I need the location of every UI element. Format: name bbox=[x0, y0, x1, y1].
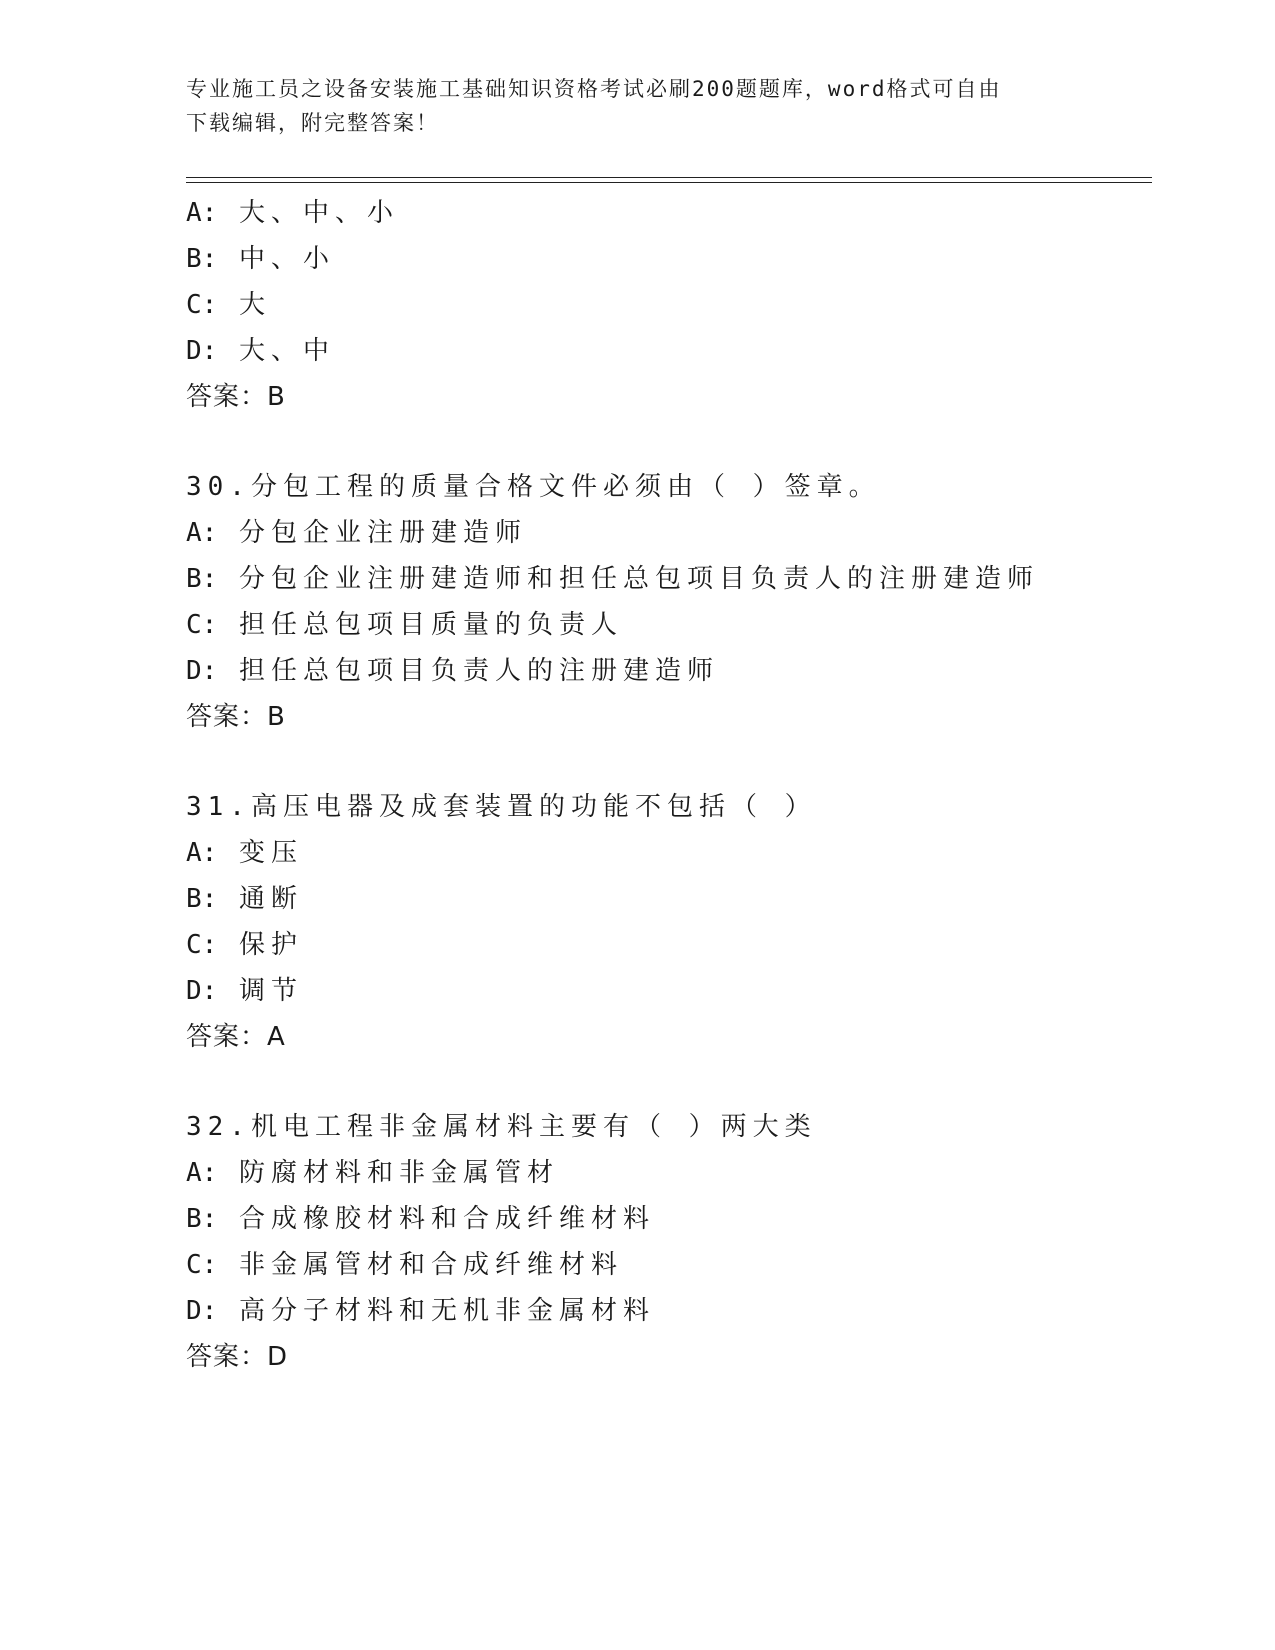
option-b bbox=[186, 236, 1146, 282]
option-text: 调节 bbox=[238, 976, 303, 1006]
option-text: 大、中、小 bbox=[238, 198, 399, 228]
option-text: 中、小 bbox=[238, 244, 335, 274]
option-label: B: bbox=[186, 1204, 218, 1234]
option-text: 保护 bbox=[238, 930, 303, 960]
option-c bbox=[186, 282, 1146, 328]
option-text: 非金属管材和合成纤维材料 bbox=[238, 1250, 623, 1280]
option-text: 担任总包项目负责人的注册建造师 bbox=[238, 656, 719, 686]
question-block-31 bbox=[186, 784, 1146, 1060]
option-text: 分包企业注册建造师 bbox=[238, 518, 527, 548]
option-label: D: bbox=[186, 656, 218, 686]
answer-line: 答案：A bbox=[186, 1022, 286, 1052]
option-label: A: bbox=[186, 838, 218, 868]
question-block-32 bbox=[186, 1104, 1146, 1380]
option-d bbox=[186, 968, 1146, 1014]
option-label: A: bbox=[186, 518, 218, 548]
option-text: 变压 bbox=[238, 838, 303, 868]
spacer bbox=[186, 420, 1146, 464]
option-a bbox=[186, 510, 1146, 556]
option-text: 通断 bbox=[238, 884, 303, 914]
option-a bbox=[186, 190, 1146, 236]
spacer bbox=[186, 740, 1146, 784]
header-divider-top bbox=[186, 177, 1152, 178]
option-label: D: bbox=[186, 1296, 218, 1326]
option-a bbox=[186, 1150, 1146, 1196]
option-text: 分包企业注册建造师和担任总包项目负责人的注册建造师 bbox=[238, 564, 1039, 594]
question-block-partial bbox=[186, 190, 1146, 420]
answer-line: 答案：B bbox=[186, 382, 286, 412]
option-label: D: bbox=[186, 336, 218, 366]
question-list bbox=[186, 190, 1146, 1380]
option-a bbox=[186, 830, 1146, 876]
option-text: 高分子材料和无机非金属材料 bbox=[238, 1296, 655, 1326]
option-c bbox=[186, 1242, 1146, 1288]
option-label: D: bbox=[186, 976, 218, 1006]
option-b bbox=[186, 876, 1146, 922]
option-label: A: bbox=[186, 1158, 218, 1188]
header-line-2: 下载编辑，附完整答案！ bbox=[186, 111, 439, 135]
option-b bbox=[186, 556, 1146, 602]
option-label: B: bbox=[186, 564, 218, 594]
option-label: A: bbox=[186, 198, 218, 228]
option-text: 担任总包项目质量的负责人 bbox=[238, 610, 623, 640]
question-stem: 31.高压电器及成套装置的功能不包括（ ） bbox=[186, 792, 817, 822]
document-header bbox=[186, 72, 1066, 140]
option-text: 大、中 bbox=[238, 336, 335, 366]
option-label: C: bbox=[186, 930, 218, 960]
answer-line: 答案：B bbox=[186, 702, 286, 732]
option-d bbox=[186, 648, 1146, 694]
option-b bbox=[186, 1196, 1146, 1242]
header-line-1: 专业施工员之设备安装施工基础知识资格考试必刷200题题库，word格式可自由 bbox=[186, 77, 1002, 101]
question-block-30 bbox=[186, 464, 1146, 740]
option-d bbox=[186, 328, 1146, 374]
spacer bbox=[186, 1060, 1146, 1104]
option-label: B: bbox=[186, 244, 218, 274]
option-c bbox=[186, 602, 1146, 648]
header-divider-bottom bbox=[186, 182, 1152, 183]
option-text: 合成橡胶材料和合成纤维材料 bbox=[238, 1204, 655, 1234]
question-stem: 32.机电工程非金属材料主要有（ ）两大类 bbox=[186, 1112, 817, 1142]
option-text: 大 bbox=[238, 290, 271, 320]
option-label: B: bbox=[186, 884, 218, 914]
answer-line: 答案：D bbox=[186, 1342, 289, 1372]
option-c bbox=[186, 922, 1146, 968]
option-text: 防腐材料和非金属管材 bbox=[238, 1158, 559, 1188]
option-label: C: bbox=[186, 610, 218, 640]
option-label: C: bbox=[186, 1250, 218, 1280]
option-label: C: bbox=[186, 290, 218, 320]
option-d bbox=[186, 1288, 1146, 1334]
question-stem: 30.分包工程的质量合格文件必须由（ ）签章。 bbox=[186, 472, 881, 502]
